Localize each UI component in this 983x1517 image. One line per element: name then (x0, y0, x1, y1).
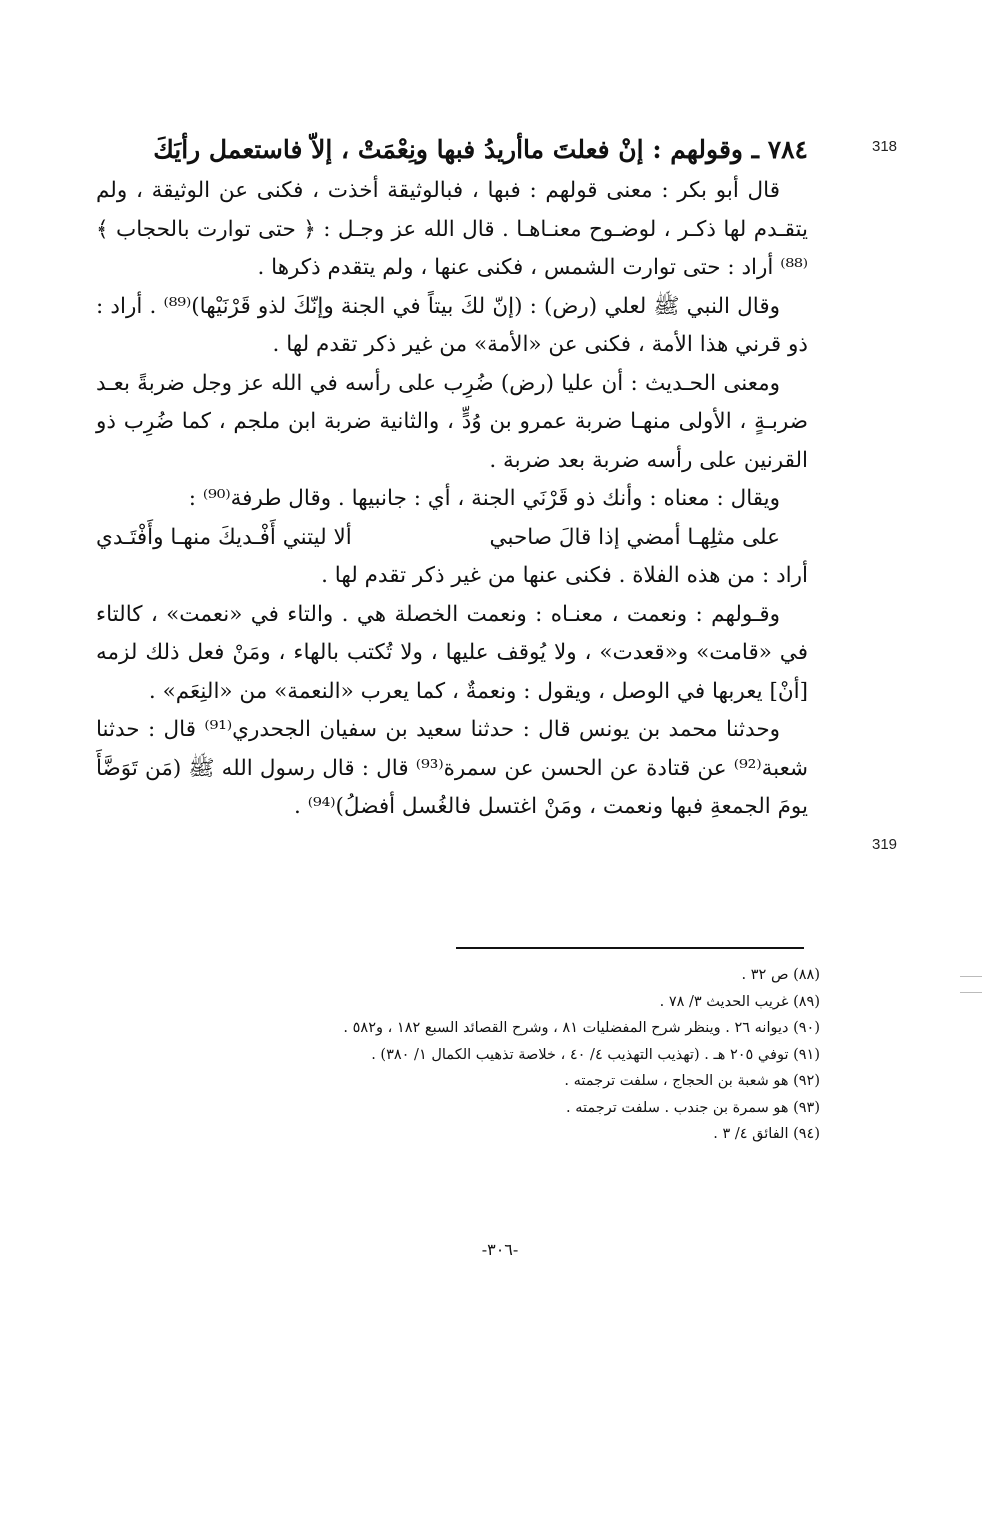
footnote-90: (٩٠) ديوانه ٢٦ . وينظر شرح المفضليات ٨١ ، وشرح القصائد السبع ١٨٢ ، و٥٨٢ . (343, 1020, 820, 1036)
footnote-93: (٩٣) هو سمرة بن جندب . سلفت ترجمته . (566, 1099, 820, 1116)
paragraph-6: وقـولهم : ونعمت ، معنـاه : ونعمت الخصلة هي . والتاء في «نعمت» ، كالتاء في «قامت» و«قعدت» ، ولا يُوقف عليها ، ولا تُكتب بالهاء ، ومَنْ فعل ذلك لزمه [أنْ] يعربها في الوصل ، ويقول : ونعمةٌ ، كما يعرب «النعمة» من «النِعَم» . (96, 601, 808, 704)
paragraph-1: قال أبو بكر : معنى قولهم : فبها ، فبالوثيقة أخذت ، فكنى عن الوثيقة ، ولم يتقـدم لها ذكـر ، لوضـوح معنـاهـا . قال الله عز وجـل : ﴿ حتى توارت بالحجاب ﴾⁽⁸⁸⁾ أراد : حتى توارت الشمس ، فكنى عنها ، ولم يتقدم ذكرها . (96, 178, 808, 280)
paragraph-5: أراد : من هذه الفلاة . فكنى عنها من غير ذكر تقدم لها . (321, 563, 808, 588)
verse-second-hemistich: ألا ليتني أَفْـديكَ منهـا وأَفْتَـدي (96, 524, 352, 550)
entry-heading: ٧٨٤ ـ وقولهم : إنْ فعلتَ ماأريدُ فبها ونِعْمَتْ ، إلاّ فاستعمل رأيَكَ (153, 135, 808, 164)
verse-first-hemistich: على مثلِهـا أمضي إذا قالَ صاحبي (489, 524, 780, 550)
paragraph-2: وقال النبي ﷺ لعلي (رض) : (إنّ لكَ بيتاً في الجنة وإنّكَ لذو قَرْنَيْها)⁽⁸⁹⁾ . أراد : ذو قرني هذا الأمة ، فكنى عن «الأمة» من غير ذكر تقدم لها . (96, 293, 808, 357)
poetry-verse (96, 519, 808, 558)
footnote-89: (٨٩) غريب الحديث ٣/ ٧٨ . (659, 993, 820, 1010)
footnote-separator (456, 947, 804, 949)
paragraph-3: ومعنى الحـديث : أن عليا (رض) ضُرِب على رأسه في الله عز وجل ضربةً بعـد ضربـةٍ ، الأولى منهـا ضربة عمرو بن وُدٍّ ، والثانية ضربة ابن ملجم ، كما ضُرِب ذو القرنين على رأسه ضربة بعد ضربة . (96, 370, 808, 473)
footnote-92: (٩٢) هو شعبة بن الحجاج ، سلفت ترجمته . (564, 1073, 820, 1089)
footnote-88: (٨٨) ص ٣٢ . (741, 967, 820, 983)
page-marker-bottom: 319 (872, 836, 898, 853)
scan-edge-mark (960, 992, 982, 993)
page-number: -٣٠٦- (481, 1240, 519, 1259)
paragraph-7: وحدثنا محمد بن يونس قال : حدثنا سعيد بن سفيان الجحدري⁽⁹¹⁾ قال : حدثنا شعبة⁽⁹²⁾ عن قتادة عن الحسن عن سمرة⁽⁹³⁾ قال : قال رسول الله ﷺ (مَن تَوَضَّأَ يومَ الجمعةِ فبها ونعمت ، ومَنْ اغتسل فالغُسل أفضلُ)⁽⁹⁴⁾ . (96, 717, 808, 819)
footnote-94: (٩٤) الفائق ٤/ ٣ . (713, 1126, 820, 1142)
footnotes (220, 962, 820, 1148)
page-marker-top: 318 (872, 138, 898, 155)
scan-edge-mark (960, 976, 982, 977)
footnote-91: (٩١) توفي ٢٠٥ هـ . (تهذيب التهذيب ٤/ ٤٠ ، خلاصة تذهيب الكمال ١/ ٣٨٠) . (371, 1046, 820, 1063)
main-text (96, 128, 808, 827)
paragraph-4: ويقال : معناه : وأنك ذو قَرْنَي الجنة ، أي : جانبيها . وقال طرفة⁽⁹⁰⁾ : (188, 486, 780, 511)
